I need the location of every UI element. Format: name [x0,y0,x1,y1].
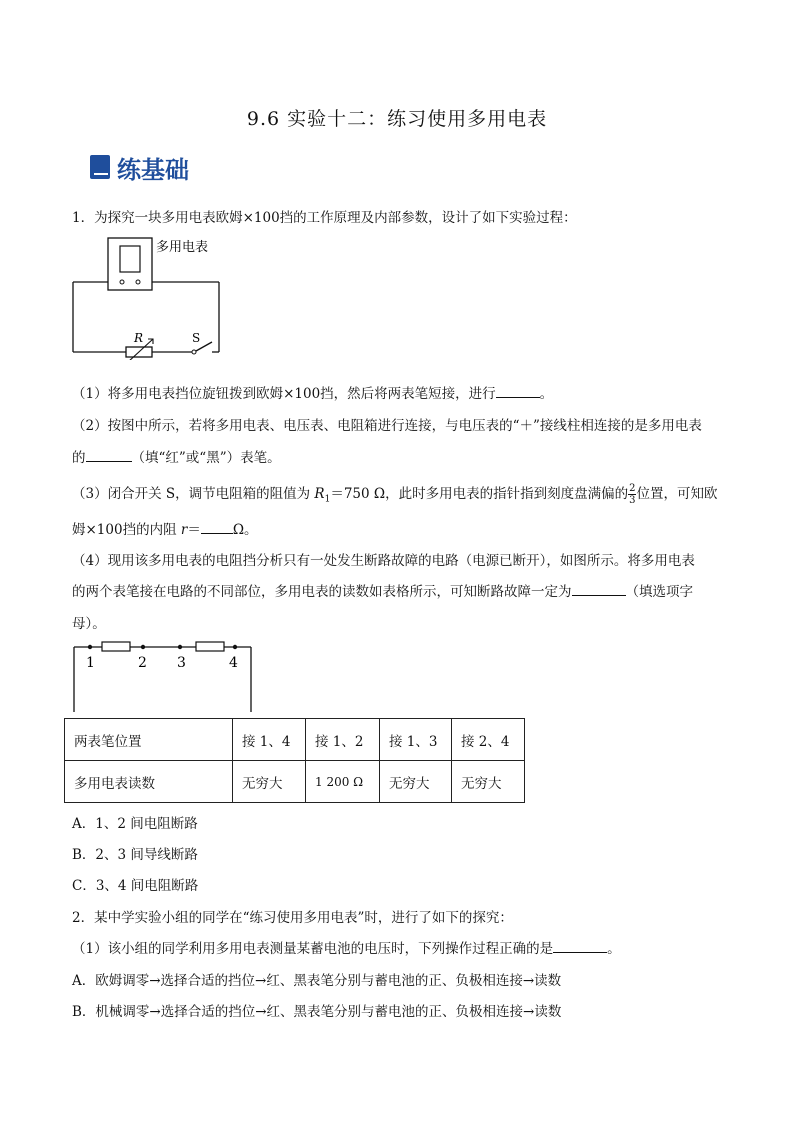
table-cell: 多用电表读数 [65,761,233,803]
q1-stem: 1．为探究一块多用电表欧姆×100挡的工作原理及内部参数，设计了如下实验过程： [72,210,577,226]
q1-option-a[interactable]: A．1、2 间电阻断路 [72,816,198,832]
answer-blank[interactable] [553,940,607,953]
node-1 [88,645,92,649]
answer-blank[interactable] [496,385,540,398]
answer-blank[interactable] [572,583,626,596]
table-row [65,719,525,761]
q1-part2-line1: （2）按图中所示，若将多用电表、电压表、电阻箱进行连接，与电压表的“＋”接线柱相连接的是多用电表 [72,418,702,434]
q1-option-c[interactable]: C．3、4 间电阻断路 [72,878,199,894]
table-cell: 1 200 Ω [306,761,380,803]
table-cell: 无穷大 [380,761,452,803]
reading-table [64,718,525,803]
q1-part1: （1）将多用电表挡位旋钮拨到欧姆×100挡，然后将两表笔短接，进行 。 [72,386,554,402]
node-3 [178,645,182,649]
q1-part4-line3: 母）。 [72,616,106,632]
q1-part2-line2: 的 （填“红”或“黑”）表笔。 [72,450,281,466]
table-cell: 接 2、4 [452,719,525,761]
fault-circuit-diagram [70,636,260,716]
meter-terminal-right [136,280,140,284]
resistor-1 [102,642,130,651]
q1-part4-line1: （4）现用该多用电表的电阻挡分析只有一处发生断路故障的电路（电源已断开），如图所示。将多用电表 [72,553,695,569]
node-label-4: 4 [229,655,238,671]
node-label-1: 1 [86,655,95,671]
table-cell: 接 1、4 [233,719,306,761]
table-cell: 无穷大 [233,761,306,803]
meter-terminal-left [120,280,124,284]
switch-label: S [192,331,201,345]
q1-option-b[interactable]: B．2、3 间导线断路 [72,847,198,863]
resistor-label: R [134,331,144,345]
q2-part1: （1）该小组的同学利用多用电表测量某蓄电池的电压时，下列操作过程正确的是 。 [72,941,621,957]
meter-label: 多用电表 [156,240,209,255]
q2-option-a[interactable]: A．欧姆调零→选择合适的挡位→红、黑表笔分别与蓄电池的正、负极相连接→读数 [72,973,562,989]
node-4 [233,645,237,649]
section-title: 练基础 [117,156,189,184]
book-icon [90,155,110,179]
q1-part3-line2: 姆×100挡的内阻 r＝ Ω。 [72,522,258,538]
q1-part4-line2: 的两个表笔接在电路的不同部位，多用电表的读数如表格所示，可知断路故障一定为 （填选项字 [72,584,693,600]
answer-blank[interactable] [86,449,132,462]
node-2 [141,645,145,649]
page-title: 9.6 实验十二：练习使用多用电表 [246,108,548,130]
table-row [65,761,525,803]
node-label-2: 2 [138,655,147,671]
answer-blank[interactable] [201,521,233,534]
q2-option-b[interactable]: B．机械调零→选择合适的挡位→红、黑表笔分别与蓄电池的正、负极相连接→读数 [72,1004,562,1020]
node-label-3: 3 [177,655,186,671]
meter-dial [120,246,140,272]
table-cell: 两表笔位置 [65,719,233,761]
table-cell: 无穷大 [452,761,525,803]
resistor-2 [196,642,224,651]
meter-circuit-diagram [70,234,330,360]
q1-part3-line1: （3）闭合开关 S，调节电阻箱的阻值为 $R_1=750$ Ω，此时多用电表的指针指到刻度盘满偏的 $\frac{2}{3}$ 位置，可知欧 [72,483,718,506]
table-cell: 接 1、2 [306,719,380,761]
fraction: $\frac{2}{3}$ [629,483,636,506]
q2-stem: 2．某中学实验小组的同学在“练习使用多用电表”时，进行了如下的探究： [72,910,513,926]
table-cell: 接 1、3 [380,719,452,761]
